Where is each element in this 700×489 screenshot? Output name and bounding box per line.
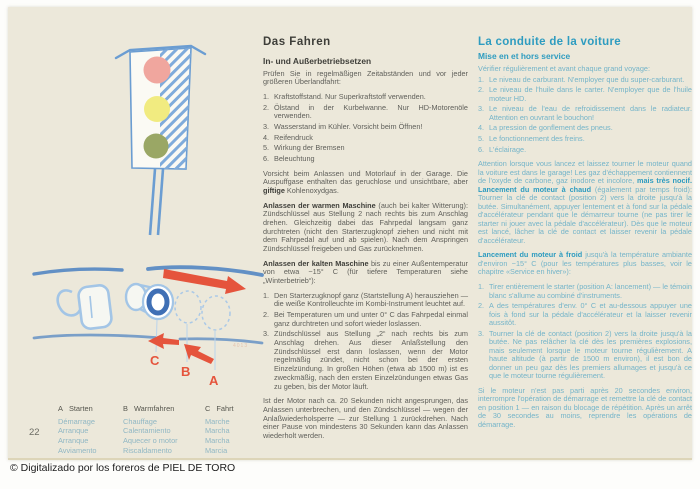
pull-out-arrow	[163, 269, 246, 294]
legend-column-c: C Fahrt Marche Marcha Marcha Marcia	[205, 404, 261, 455]
german-cold-start: Anlassen der kalten Maschine bis zu einer Außentemperatur von etwa −15° C (für tiefere Temperaturen siehe „Winterbetrieb“):	[263, 258, 468, 286]
half-position-arrow	[184, 344, 214, 364]
legend-translation: Marcha	[205, 426, 230, 436]
starter-knob-diagram	[30, 252, 266, 392]
figure-number: 4013	[233, 343, 249, 349]
french-title: La conduite de la voiture	[478, 36, 621, 48]
list-item: 2. Bei Temperaturen um und unter 0° C das Fahrpedal einmal ganz durchtreten und sofort wieder loslassen.	[263, 310, 468, 328]
list-item: 6. L'éclairage.	[478, 144, 527, 154]
legend-translation: Chauffage	[123, 416, 157, 426]
list-item: 1. Den Starterzugknopf ganz (Startstellung A) herausziehen — die weiße Kontrolleuchte im Kombi-Instrument leuchtet auf.	[263, 290, 468, 309]
list-item: 3. Wasserstand im Kühler. Vorsicht beim Öffnen!	[263, 122, 423, 132]
list-item: 2. Le niveau de l'huile dans le carter. N'employer que de l'huile moteur HD.	[478, 85, 692, 103]
german-outro: Ist der Motor nach ca. 20 Sekunden nicht angesprungen, das Anlassen unterbrechen, und den Zündschlüssel — wegen der Anlaßwiederholsperre — zur Stellung 1 zurückdrehen. Nach einer Pause von mindestens 30 Sekunden kann das Anlassen wiederholt werden.	[263, 396, 468, 440]
french-intro: Vérifier régulièrement et avant chaque grand voyage:	[478, 64, 650, 74]
push-in-arrow	[148, 333, 179, 349]
list-item: 5. Le fonctionnement des freins.	[478, 134, 585, 143]
knob-label-b: B	[181, 364, 191, 379]
list-item: 4. Reifendruck	[263, 132, 313, 142]
list-item: 3. Le niveau de l'eau de refroidissement dans le radiateur. Attention en ouvrant le bouchon!	[478, 104, 692, 122]
watermark: © Digitalizado por los foreros de PIEL DE TORO	[10, 462, 236, 474]
red-light	[144, 57, 171, 84]
starter-knob	[126, 284, 173, 319]
legend-translation: Aquecer o motor	[123, 435, 178, 445]
german-warm-start: Anlassen der warmen Maschine (auch bei kalter Witterung): Zündschlüssel aus Stellung 2 nach rechts bis zum Anschlag drehen. Gleichzeitig dabei das Fahrpedal langsam ganz durchtreten (nicht den Starterzugknopf ziehen und nicht mit dem Fahrpedal auf und ab spielen). Nach dem Anspringen Zündschlüssel freigeben und Gas zurücknehmen.	[263, 200, 468, 254]
green-light	[144, 134, 169, 159]
bracket-sketch	[58, 284, 113, 329]
knob-position-a-ghost	[202, 296, 230, 330]
list-item: 1. Tirer entièrement le starter (position A: lancement) — le témoin blanc s'allume au combiné d'instruments.	[478, 281, 692, 300]
french-subtitle: Mise en et hors service	[478, 51, 571, 62]
french-outro: Si le moteur n'est pas parti après 20 secondes environ, interrompre l'opération de démarrage et remettre la clé de contact en position 1 — en raison du blocage de répétition. Après un arrêt de 30 secondes au moins, reprendre les opérations de démarrage.	[478, 385, 692, 429]
german-intro: Prüfen Sie in regelmäßigen Zeitabständen und vor jeder größeren Überlandfahrt:	[263, 68, 468, 87]
traffic-light-pole	[150, 169, 163, 235]
list-item: 1. Le niveau de carburant. N'employer que du super-carburant.	[478, 74, 685, 84]
legend-translation: Marcha	[205, 435, 230, 445]
legend-translation: Calentamiento	[123, 426, 171, 436]
list-item: 2. Ölstand in der Kurbelwanne. Nur HD-Motorenöle verwenden.	[263, 102, 468, 121]
list-item: 5. Wirkung der Bremsen	[263, 143, 345, 153]
german-title: Das Fahren	[263, 36, 331, 48]
french-column	[478, 36, 692, 435]
german-column	[263, 36, 468, 447]
legend-translation: Démarrage	[58, 416, 95, 426]
list-item: 2. A des températures d'env. 0° C et au-dessous appuyer une fois à fond sur la pédale d'accélérateur et la laisser revenir aussitôt.	[478, 301, 692, 328]
legend-column-a: A Starten Démarrage Arranque Arranque Avviamento	[58, 404, 124, 455]
french-cold-start: Lancement du moteur à froid jusqu'à la température ambiante d'environ −15° C (pour les températures plus basses, voir le chapitre «Service en hiver»):	[478, 250, 692, 277]
traffic-light-illustration	[86, 19, 246, 239]
legend-translation: Arranque	[58, 435, 89, 445]
list-item: 1. Kraftstoffstand. Nur Superkraftstoff verwenden.	[263, 92, 426, 102]
list-item: 6. Beleuchtung	[263, 154, 315, 164]
knob-label-a: A	[209, 373, 219, 388]
legend-translation: Marcia	[205, 445, 228, 455]
list-item: 3. Zündschlüssel aus Stellung „2“ nach rechts bis zum Anschlag drehen. Aus dieser Anlaßstellung den Zündschlüssel erst dann loslassen, wenn der Motor regelmäßig zündet, nicht schon bei der ersten Einzelzündung. In großen Höhen (etwa ab 1500 m) ist es zweckmäßig, nach den ersten Einzelzündungen etwas Gas zu geben, bis der Motor läuft.	[263, 329, 468, 391]
knob-label-c: C	[150, 353, 160, 368]
list-item: 3. Tourner la clé de contact (position 2) vers la droite jusqu'à la butée. Ne pas relâcher la clé dès les premières explosions, mais seulement lorsque le moteur tourne régulièrement. A haute altitude (à partir de 1500 m environ), il est bon de donner un peu gaz dès les premiers allumages et jusqu'à ce que le moteur tourne régulièrement.	[478, 328, 692, 381]
legend-translation: Marche	[205, 416, 230, 426]
french-attention: Attention lorsque vous lancez et laissez tourner le moteur quand la voiture est dans le garage! Les gaz d'échappement contiennent de l'oxyde de carbone, gaz inodore et incolore, mais très nocif. Lancement du moteur à chaud (également par temps froid): Tourner la clé de contact (position 2) vers la droite jusqu'à la butée. Simultanément, appuyer lentement et à fond sur la pédale d'accélérateur pendant que le démarreur tourne (ne pas tirer le starter ni jouer avec la pédale d'accélérateur). Dès que le moteur est lancé, lâcher la clé de contact et laisser revenir la pédale d'accélérateur.	[478, 159, 692, 245]
german-warning: Vorsicht beim Anlassen und Motorlauf in der Garage. Die Auspuffgase enthalten das geruchlose und unsichtbare, aber giftige Kohlenoxydgas.	[263, 168, 468, 196]
legend-translation: Avviamento	[58, 445, 97, 455]
page-number: 22	[29, 427, 40, 438]
legend-translation: Riscaldamento	[123, 445, 172, 455]
knob-position-b-ghost	[175, 291, 201, 323]
yellow-light	[144, 96, 170, 122]
legend-column-b: B Warmfahren Chauffage Calentamiento Aquecer o motor Riscaldamento	[123, 404, 203, 455]
legend-translation: Arranque	[58, 426, 89, 436]
german-subtitle: In- und Außerbetriebsetzen	[263, 55, 372, 66]
list-item: 4. La pression de gonflement des pneus.	[478, 123, 613, 133]
manual-page	[8, 7, 692, 460]
